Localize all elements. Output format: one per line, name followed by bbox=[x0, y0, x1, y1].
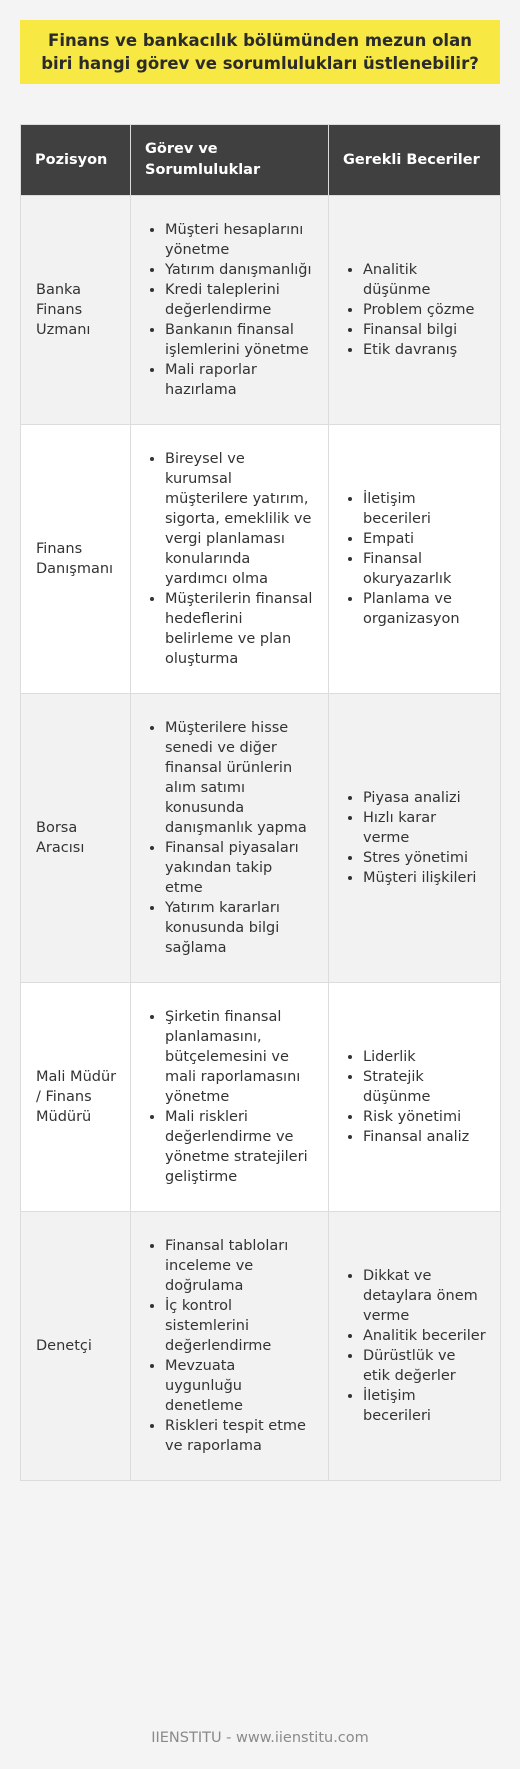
skill-item: • Planlama ve organizasyon bbox=[363, 589, 486, 629]
skill-item: • Etik davranış bbox=[363, 340, 486, 360]
skill-item: • Stratejik düşünme bbox=[363, 1067, 486, 1107]
skill-item: • Finansal bilgi bbox=[363, 320, 486, 340]
duty-item: • Şirketin finansal planlamasını, bütçelemesini ve mali raporlamasını yönetme bbox=[165, 1007, 314, 1107]
skills-cell bbox=[329, 694, 501, 983]
duties-cell bbox=[131, 196, 329, 425]
duties-cell bbox=[131, 1212, 329, 1481]
duties-cell bbox=[131, 425, 329, 694]
skills-cell bbox=[329, 196, 501, 425]
duties-list bbox=[145, 449, 314, 669]
table-row bbox=[21, 983, 501, 1212]
skill-item: • Analitik düşünme bbox=[363, 260, 486, 300]
skill-item: • İletişim becerileri bbox=[363, 489, 486, 529]
table-row bbox=[21, 196, 501, 425]
skill-item: • Dikkat ve detaylara önem verme bbox=[363, 1266, 486, 1326]
skill-item: • Finansal okuryazarlık bbox=[363, 549, 486, 589]
skill-item: • Finansal analiz bbox=[363, 1127, 486, 1147]
table-row bbox=[21, 425, 501, 694]
skills-cell bbox=[329, 983, 501, 1212]
duties-list bbox=[145, 1007, 314, 1187]
position-cell: Denetçi bbox=[21, 1212, 131, 1481]
skills-list bbox=[343, 1266, 486, 1426]
skills-cell bbox=[329, 1212, 501, 1481]
position-cell: Borsa Aracısı bbox=[21, 694, 131, 983]
table-header-row bbox=[21, 125, 501, 196]
duties-list bbox=[145, 1236, 314, 1456]
header-skills: Gerekli Beceriler bbox=[329, 125, 501, 196]
skill-item: • Risk yönetimi bbox=[363, 1107, 486, 1127]
duty-item: • Müşterilerin finansal hedeflerini belirleme ve plan oluşturma bbox=[165, 589, 314, 669]
skills-list bbox=[343, 1047, 486, 1147]
careers-table-container bbox=[20, 124, 500, 1481]
duty-item: • Kredi taleplerini değerlendirme bbox=[165, 280, 314, 320]
duty-item: • Mali raporlar hazırlama bbox=[165, 360, 314, 400]
duty-item: • Mali riskleri değerlendirme ve yönetme stratejileri geliştirme bbox=[165, 1107, 314, 1187]
skill-item: • İletişim becerileri bbox=[363, 1386, 486, 1426]
skills-cell bbox=[329, 425, 501, 694]
position-cell: Mali Müdür / Finans Müdürü bbox=[21, 983, 131, 1212]
duties-cell bbox=[131, 694, 329, 983]
duty-item: • Yatırım danışmanlığı bbox=[165, 260, 314, 280]
duty-item: • Mevzuata uygunluğu denetleme bbox=[165, 1356, 314, 1416]
position-cell: Banka Finans Uzmanı bbox=[21, 196, 131, 425]
duty-item: • Bankanın finansal işlemlerini yönetme bbox=[165, 320, 314, 360]
skill-item: • Piyasa analizi bbox=[363, 788, 486, 808]
footer-attribution: IIENSTITU - www.iienstitu.com bbox=[151, 1730, 369, 1746]
skill-item: • Problem çözme bbox=[363, 300, 486, 320]
table-row bbox=[21, 1212, 501, 1481]
duty-item: • Riskleri tespit etme ve raporlama bbox=[165, 1416, 314, 1456]
duties-list bbox=[145, 220, 314, 400]
duty-item: • Yatırım kararları konusunda bilgi sağlama bbox=[165, 898, 314, 958]
duty-item: • Finansal piyasaları yakından takip etme bbox=[165, 838, 314, 898]
skill-item: • Hızlı karar verme bbox=[363, 808, 486, 848]
duty-item: • İç kontrol sistemlerini değerlendirme bbox=[165, 1296, 314, 1356]
header-duties: Görev ve Sorumluluklar bbox=[131, 125, 329, 196]
page-title: Finans ve bankacılık bölümünden mezun olan biri hangi görev ve sorumlulukları üstlenebilir? bbox=[20, 20, 500, 84]
skill-item: • Empati bbox=[363, 529, 486, 549]
skill-item: • Liderlik bbox=[363, 1047, 486, 1067]
table-row bbox=[21, 694, 501, 983]
duty-item: • Bireysel ve kurumsal müşterilere yatırım, sigorta, emeklilik ve vergi planlaması konularında yardımcı olma bbox=[165, 449, 314, 589]
duties-cell bbox=[131, 983, 329, 1212]
skills-list bbox=[343, 788, 486, 888]
skill-item: • Dürüstlük ve etik değerler bbox=[363, 1346, 486, 1386]
skill-item: • Analitik beceriler bbox=[363, 1326, 486, 1346]
duty-item: • Müşterilere hisse senedi ve diğer finansal ürünlerin alım satımı konusunda danışmanlık yapma bbox=[165, 718, 314, 838]
skill-item: • Stres yönetimi bbox=[363, 848, 486, 868]
careers-table bbox=[20, 124, 501, 1481]
duties-list bbox=[145, 718, 314, 958]
skills-list bbox=[343, 260, 486, 360]
skills-list bbox=[343, 489, 486, 629]
duty-item: • Müşteri hesaplarını yönetme bbox=[165, 220, 314, 260]
header-position: Pozisyon bbox=[21, 125, 131, 196]
position-cell: Finans Danışmanı bbox=[21, 425, 131, 694]
skill-item: • Müşteri ilişkileri bbox=[363, 868, 486, 888]
duty-item: • Finansal tabloları inceleme ve doğrulama bbox=[165, 1236, 314, 1296]
